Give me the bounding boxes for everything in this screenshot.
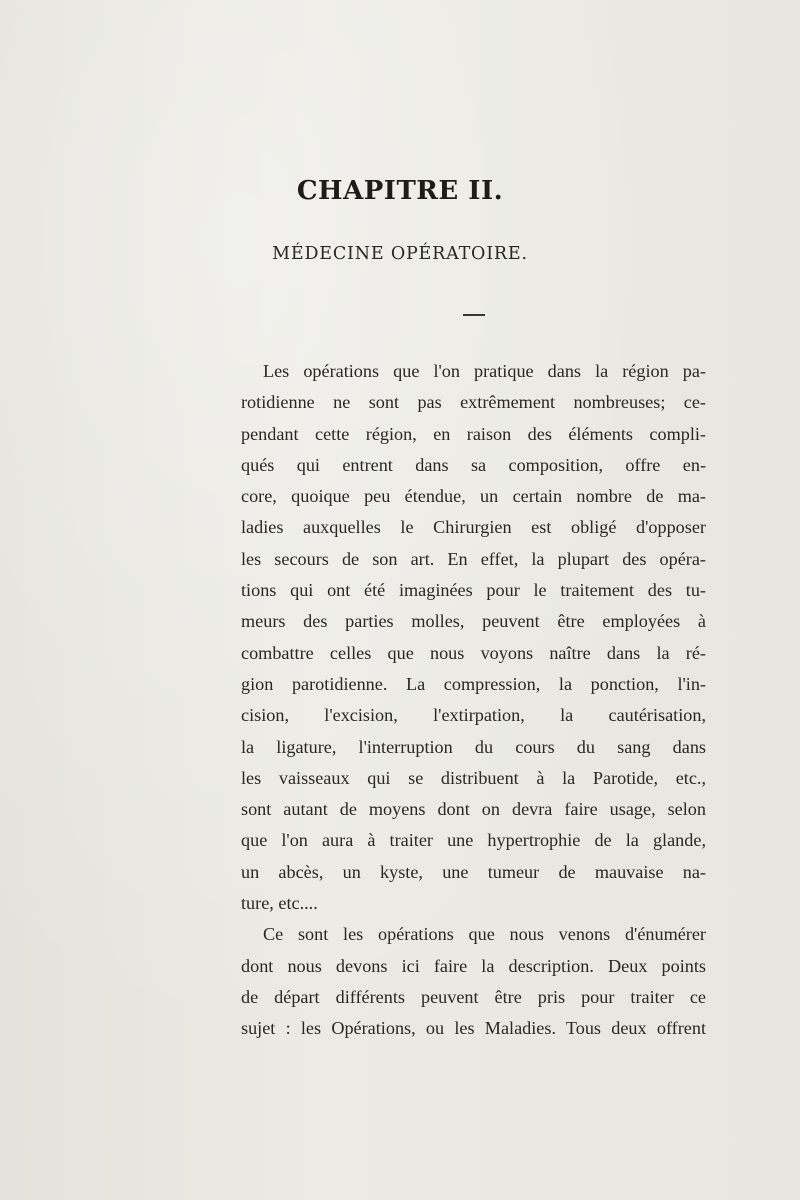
section-title: MÉDECINE OPÉRATOIRE. bbox=[272, 244, 528, 264]
text-line: un abcès, un kyste, une tumeur de mauvaise na- bbox=[241, 861, 706, 882]
text-line: les secours de son art. En effet, la plupart des opéra- bbox=[241, 548, 706, 569]
separator-rule bbox=[463, 314, 485, 316]
text-line: qués qui entrent dans sa composition, offre en- bbox=[241, 454, 706, 475]
text-line: de départ différents peuvent être pris pour traiter ce bbox=[241, 986, 706, 1007]
text-line: tions qui ont été imaginées pour le traitement des tu- bbox=[241, 580, 706, 601]
body-text bbox=[241, 356, 706, 1045]
text-line: ture, etc.... bbox=[241, 893, 318, 914]
text-line: core, quoique peu étendue, un certain nombre de ma- bbox=[241, 486, 706, 507]
text-line: que l'on aura à traiter une hypertrophie de la glande, bbox=[241, 830, 706, 851]
text-line: la ligature, l'interruption du cours du sang dans bbox=[241, 736, 706, 757]
text-line: rotidienne ne sont pas extrêmement nombreuses; ce- bbox=[241, 392, 706, 413]
text-line: gion parotidienne. La compression, la ponction, l'in- bbox=[241, 673, 706, 694]
chapter-title: CHAPITRE II. bbox=[296, 176, 504, 206]
text-line: sont autant de moyens dont on devra faire usage, selon bbox=[241, 799, 706, 820]
text-line: Les opérations que l'on pratique dans la région pa- bbox=[263, 361, 706, 381]
text-line: pendant cette région, en raison des éléments compli- bbox=[241, 423, 706, 444]
text-line: ladies auxquelles le Chirurgien est obligé d'opposer bbox=[241, 517, 706, 538]
text-line: cision, l'excision, l'extirpation, la cautérisation, bbox=[241, 705, 706, 726]
text-line: Ce sont les opérations que nous venons d'énumérer bbox=[263, 924, 706, 945]
text-line: combattre celles que nous voyons naître dans la ré- bbox=[241, 642, 706, 663]
text-line: meurs des parties molles, peuvent être employées à bbox=[241, 611, 706, 632]
text-line: les vaisseaux qui se distribuent à la Parotide, etc., bbox=[241, 767, 706, 788]
text-line: dont nous devons ici faire la description. Deux points bbox=[241, 955, 706, 976]
text-line: sujet : les Opérations, ou les Maladies. Tous deux offrent bbox=[241, 1018, 706, 1039]
